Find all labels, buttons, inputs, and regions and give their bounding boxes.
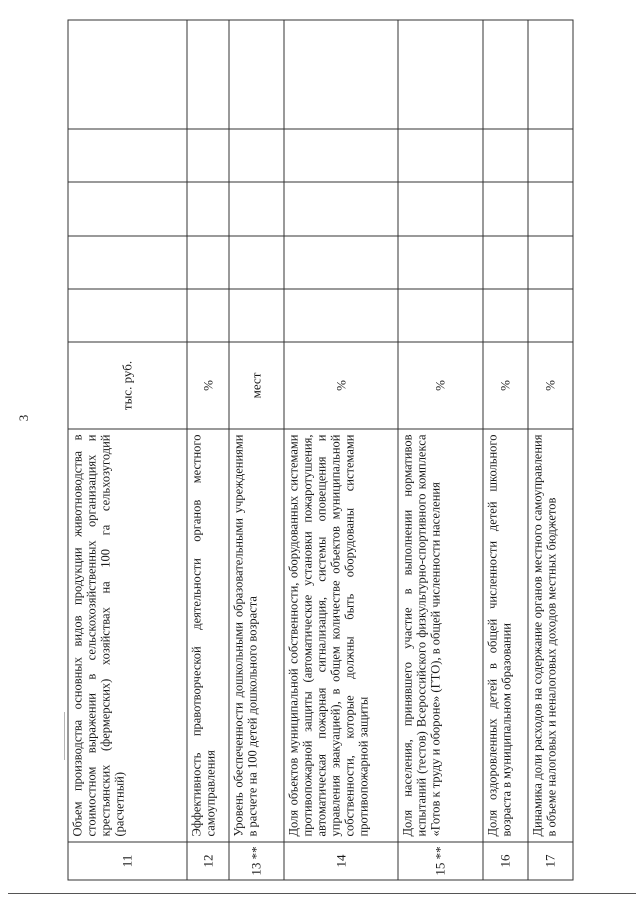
value-cell (483, 182, 528, 236)
indicator-name: Уровень обеспеченности дошкольными образовательными учреждениями в расчете на 100 детей дошкольного возраста (229, 429, 284, 842)
value-cell (229, 182, 284, 236)
value-cell (284, 289, 398, 342)
row-number: 16 (483, 842, 528, 880)
value-cell (483, 289, 528, 342)
page-bottom-rule (8, 893, 636, 894)
page-number: 3 (16, 414, 31, 422)
value-cell (398, 182, 483, 236)
indicator-table-frame (67, 20, 572, 880)
value-cell (398, 129, 483, 182)
indicator-name: Эффективность правотворческой деятельности органов местного самоуправления (187, 429, 229, 842)
table-row (483, 20, 528, 880)
value-cell (68, 20, 187, 129)
value-cell (187, 236, 229, 289)
indicator-name: Доля населения, принявшего участие в выполнении нормативов испытаний (тестов) Всероссийского физкультурно-спортивного комплекса «Готов к труду и обороне» (ГТО), в общей численности населения (398, 429, 483, 842)
table-row (528, 20, 573, 880)
value-cell (229, 129, 284, 182)
unit-cell: % (187, 342, 229, 429)
value-cell (284, 20, 398, 129)
value-cell (187, 289, 229, 342)
value-cell (229, 236, 284, 289)
value-cell (528, 20, 573, 129)
value-cell (187, 182, 229, 236)
value-cell (284, 182, 398, 236)
value-cell (68, 289, 187, 342)
scan-margin-mark (64, 712, 65, 760)
indicator-name: Доля оздоровленных детей в общей численности детей школьного возраста в муниципальном образовании (483, 429, 528, 842)
value-cell (229, 20, 284, 129)
value-cell (187, 20, 229, 129)
value-cell (398, 289, 483, 342)
value-cell (284, 236, 398, 289)
table-row (229, 20, 284, 880)
value-cell (68, 236, 187, 289)
table-row (68, 20, 187, 880)
row-number: 12 (187, 842, 229, 880)
value-cell (528, 289, 573, 342)
row-number: 11 (68, 842, 187, 880)
value-cell (483, 20, 528, 129)
unit-cell: % (483, 342, 528, 429)
value-cell (483, 129, 528, 182)
value-cell (398, 236, 483, 289)
value-cell (483, 236, 528, 289)
unit-cell: % (284, 342, 398, 429)
table-row (398, 20, 483, 880)
indicator-name: Объем производства основных видов продукции животноводства в стоимостном выражении в сельскохозяйственных организациях и крестьянских (фермерских) хозяйствах на 100 га сельхозугодий (расчетный) (68, 429, 187, 842)
unit-cell: мест (229, 342, 284, 429)
row-number: 13 ** (229, 842, 284, 880)
value-cell (528, 236, 573, 289)
table-row (187, 20, 229, 880)
indicator-name: Динамика доли расходов на содержание органов местного самоуправления в объеме налоговых и неналоговых доходов местных бюджетов (528, 429, 573, 842)
row-number: 17 (528, 842, 573, 880)
unit-cell: % (528, 342, 573, 429)
value-cell (284, 129, 398, 182)
value-cell (68, 182, 187, 236)
row-number: 14 (284, 842, 398, 880)
indicator-name: Доля объектов муниципальной собственности, оборудованных системами противопожарной защиты (автоматические установки пожаротушения, автоматическая пожарная сигнализация, системы оповещения и управления эвакуацией), в общем количестве объектов муниципальной собственности, которые должны быть оборудованы системами противопожарной защиты (284, 429, 398, 842)
value-cell (229, 289, 284, 342)
value-cell (398, 20, 483, 129)
row-number: 15 ** (398, 842, 483, 880)
value-cell (68, 129, 187, 182)
table-row (284, 20, 398, 880)
value-cell (528, 182, 573, 236)
value-cell (187, 129, 229, 182)
indicator-table (67, 19, 573, 880)
unit-cell: % (398, 342, 483, 429)
value-cell (528, 129, 573, 182)
unit-cell: тыс. руб. (68, 342, 187, 429)
